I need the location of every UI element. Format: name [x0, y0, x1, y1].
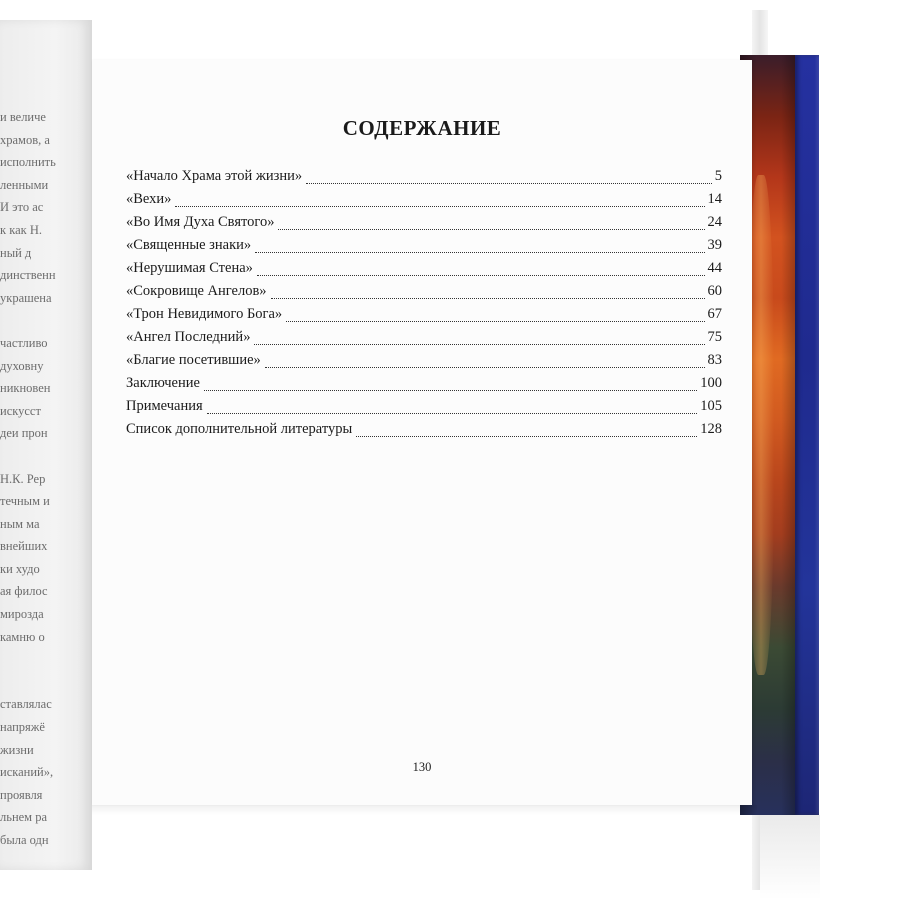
toc-entry-title: «Благие посетившие»	[126, 352, 261, 368]
left-page-line: исканий»,	[0, 765, 54, 780]
left-page-line: исполнить	[0, 155, 56, 170]
left-page-line: частливо	[0, 335, 48, 350]
toc-entry	[126, 168, 722, 191]
toc-entry-title: «Священные знаки»	[126, 237, 252, 253]
left-page-line	[0, 445, 92, 468]
toc-entry	[126, 237, 722, 260]
toc-entry	[126, 375, 722, 398]
toc-list	[126, 168, 722, 444]
contents-page	[92, 60, 752, 805]
left-page-line: жизни	[0, 742, 34, 757]
left-page-line: проявля	[0, 787, 43, 802]
toc-entry-page: 24	[707, 214, 722, 230]
toc-entry-title: Список дополнительной литературы	[126, 421, 353, 437]
toc-entry	[126, 398, 722, 421]
left-page-text	[0, 106, 92, 852]
left-page-line: ая филос	[0, 584, 48, 599]
left-page-line: динственн	[0, 268, 56, 283]
toc-entry-page: 83	[707, 352, 722, 368]
left-page-line: к как Н.	[0, 222, 42, 237]
toc-entry	[126, 306, 722, 329]
toc-entry-page: 100	[700, 375, 722, 391]
toc-entry-title: «Начало Храма этой жизни»	[126, 168, 303, 184]
left-page-line: ный д	[0, 245, 32, 260]
left-page-line: течным и	[0, 494, 50, 509]
toc-entry-page: 39	[707, 237, 722, 253]
toc-entry	[126, 283, 722, 306]
left-page-line: и величе	[0, 110, 46, 124]
toc-dot-leader	[271, 298, 705, 299]
toc-entry-page: 105	[700, 398, 722, 414]
toc-dot-leader	[356, 436, 697, 437]
book-spine	[795, 55, 819, 815]
toc-entry-title: Примечания	[126, 398, 203, 414]
left-page-line: мирозда	[0, 607, 44, 622]
toc-entry	[126, 352, 722, 375]
toc-dot-leader	[265, 367, 705, 368]
left-page-line: ки худо	[0, 561, 40, 576]
toc-entry-title: «Ангел Последний»	[126, 329, 251, 345]
toc-entry-page: 5	[714, 168, 722, 184]
toc-dot-leader	[286, 321, 704, 322]
toc-entry-title: «Вехи»	[126, 191, 172, 207]
left-page-line: льнем ра	[0, 810, 48, 825]
toc-entry-title: «Трон Невидимого Бога»	[126, 306, 283, 322]
toc-dot-leader	[255, 252, 704, 253]
left-page-line: И это ас	[0, 200, 44, 215]
toc-entry	[126, 214, 722, 237]
toc-entry-title: Заключение	[126, 375, 200, 391]
toc-entry	[126, 329, 722, 352]
left-page-line	[0, 671, 92, 694]
toc-entry	[126, 421, 722, 444]
left-page-line	[0, 309, 92, 332]
left-page-line: напряжё	[0, 720, 45, 735]
toc-dot-leader	[204, 390, 697, 391]
toc-dot-leader	[207, 413, 698, 414]
toc-entry	[126, 191, 722, 214]
toc-entry-title: «Нерушимая Стена»	[126, 260, 253, 276]
toc-title: СОДЕРЖАНИЕ	[342, 116, 502, 140]
left-page-line: храмов, а	[0, 132, 50, 147]
left-page-line: украшена	[0, 290, 52, 305]
left-page-line: никновен	[0, 381, 51, 396]
page-shadow	[92, 805, 757, 815]
left-page	[0, 20, 92, 870]
left-page-line: ленными	[0, 177, 49, 192]
left-page-line: деи прон	[0, 426, 48, 441]
left-page-line: внейших	[0, 539, 48, 554]
left-page-line	[0, 648, 92, 671]
toc-entry-title: «Во Имя Духа Святого»	[126, 214, 275, 230]
toc-entry	[126, 260, 722, 283]
toc-dot-leader	[254, 344, 704, 345]
toc-dot-leader	[278, 229, 704, 230]
toc-entry-page: 60	[707, 283, 722, 299]
left-page-line: Н.К. Рер	[0, 471, 46, 486]
toc-entry-title: «Сокровище Ангелов»	[126, 283, 267, 299]
left-page-line: была одн	[0, 833, 49, 847]
toc-dot-leader	[306, 183, 712, 184]
left-page-line: ным ма	[0, 516, 40, 531]
left-page-line: искусст	[0, 403, 41, 418]
left-page-line: ставлялас	[0, 697, 52, 712]
toc-dot-leader	[175, 206, 704, 207]
left-page-line: камню о	[0, 629, 45, 644]
toc-entry-page: 44	[707, 260, 722, 276]
left-page-line: духовну	[0, 358, 44, 373]
toc-entry-page: 14	[707, 191, 722, 207]
bottom-page-edge	[760, 815, 820, 900]
toc-entry-page: 75	[707, 329, 722, 345]
toc-entry-page: 128	[700, 421, 722, 437]
toc-entry-page: 67	[707, 306, 722, 322]
page-number: 130	[412, 760, 432, 774]
toc-dot-leader	[257, 275, 705, 276]
